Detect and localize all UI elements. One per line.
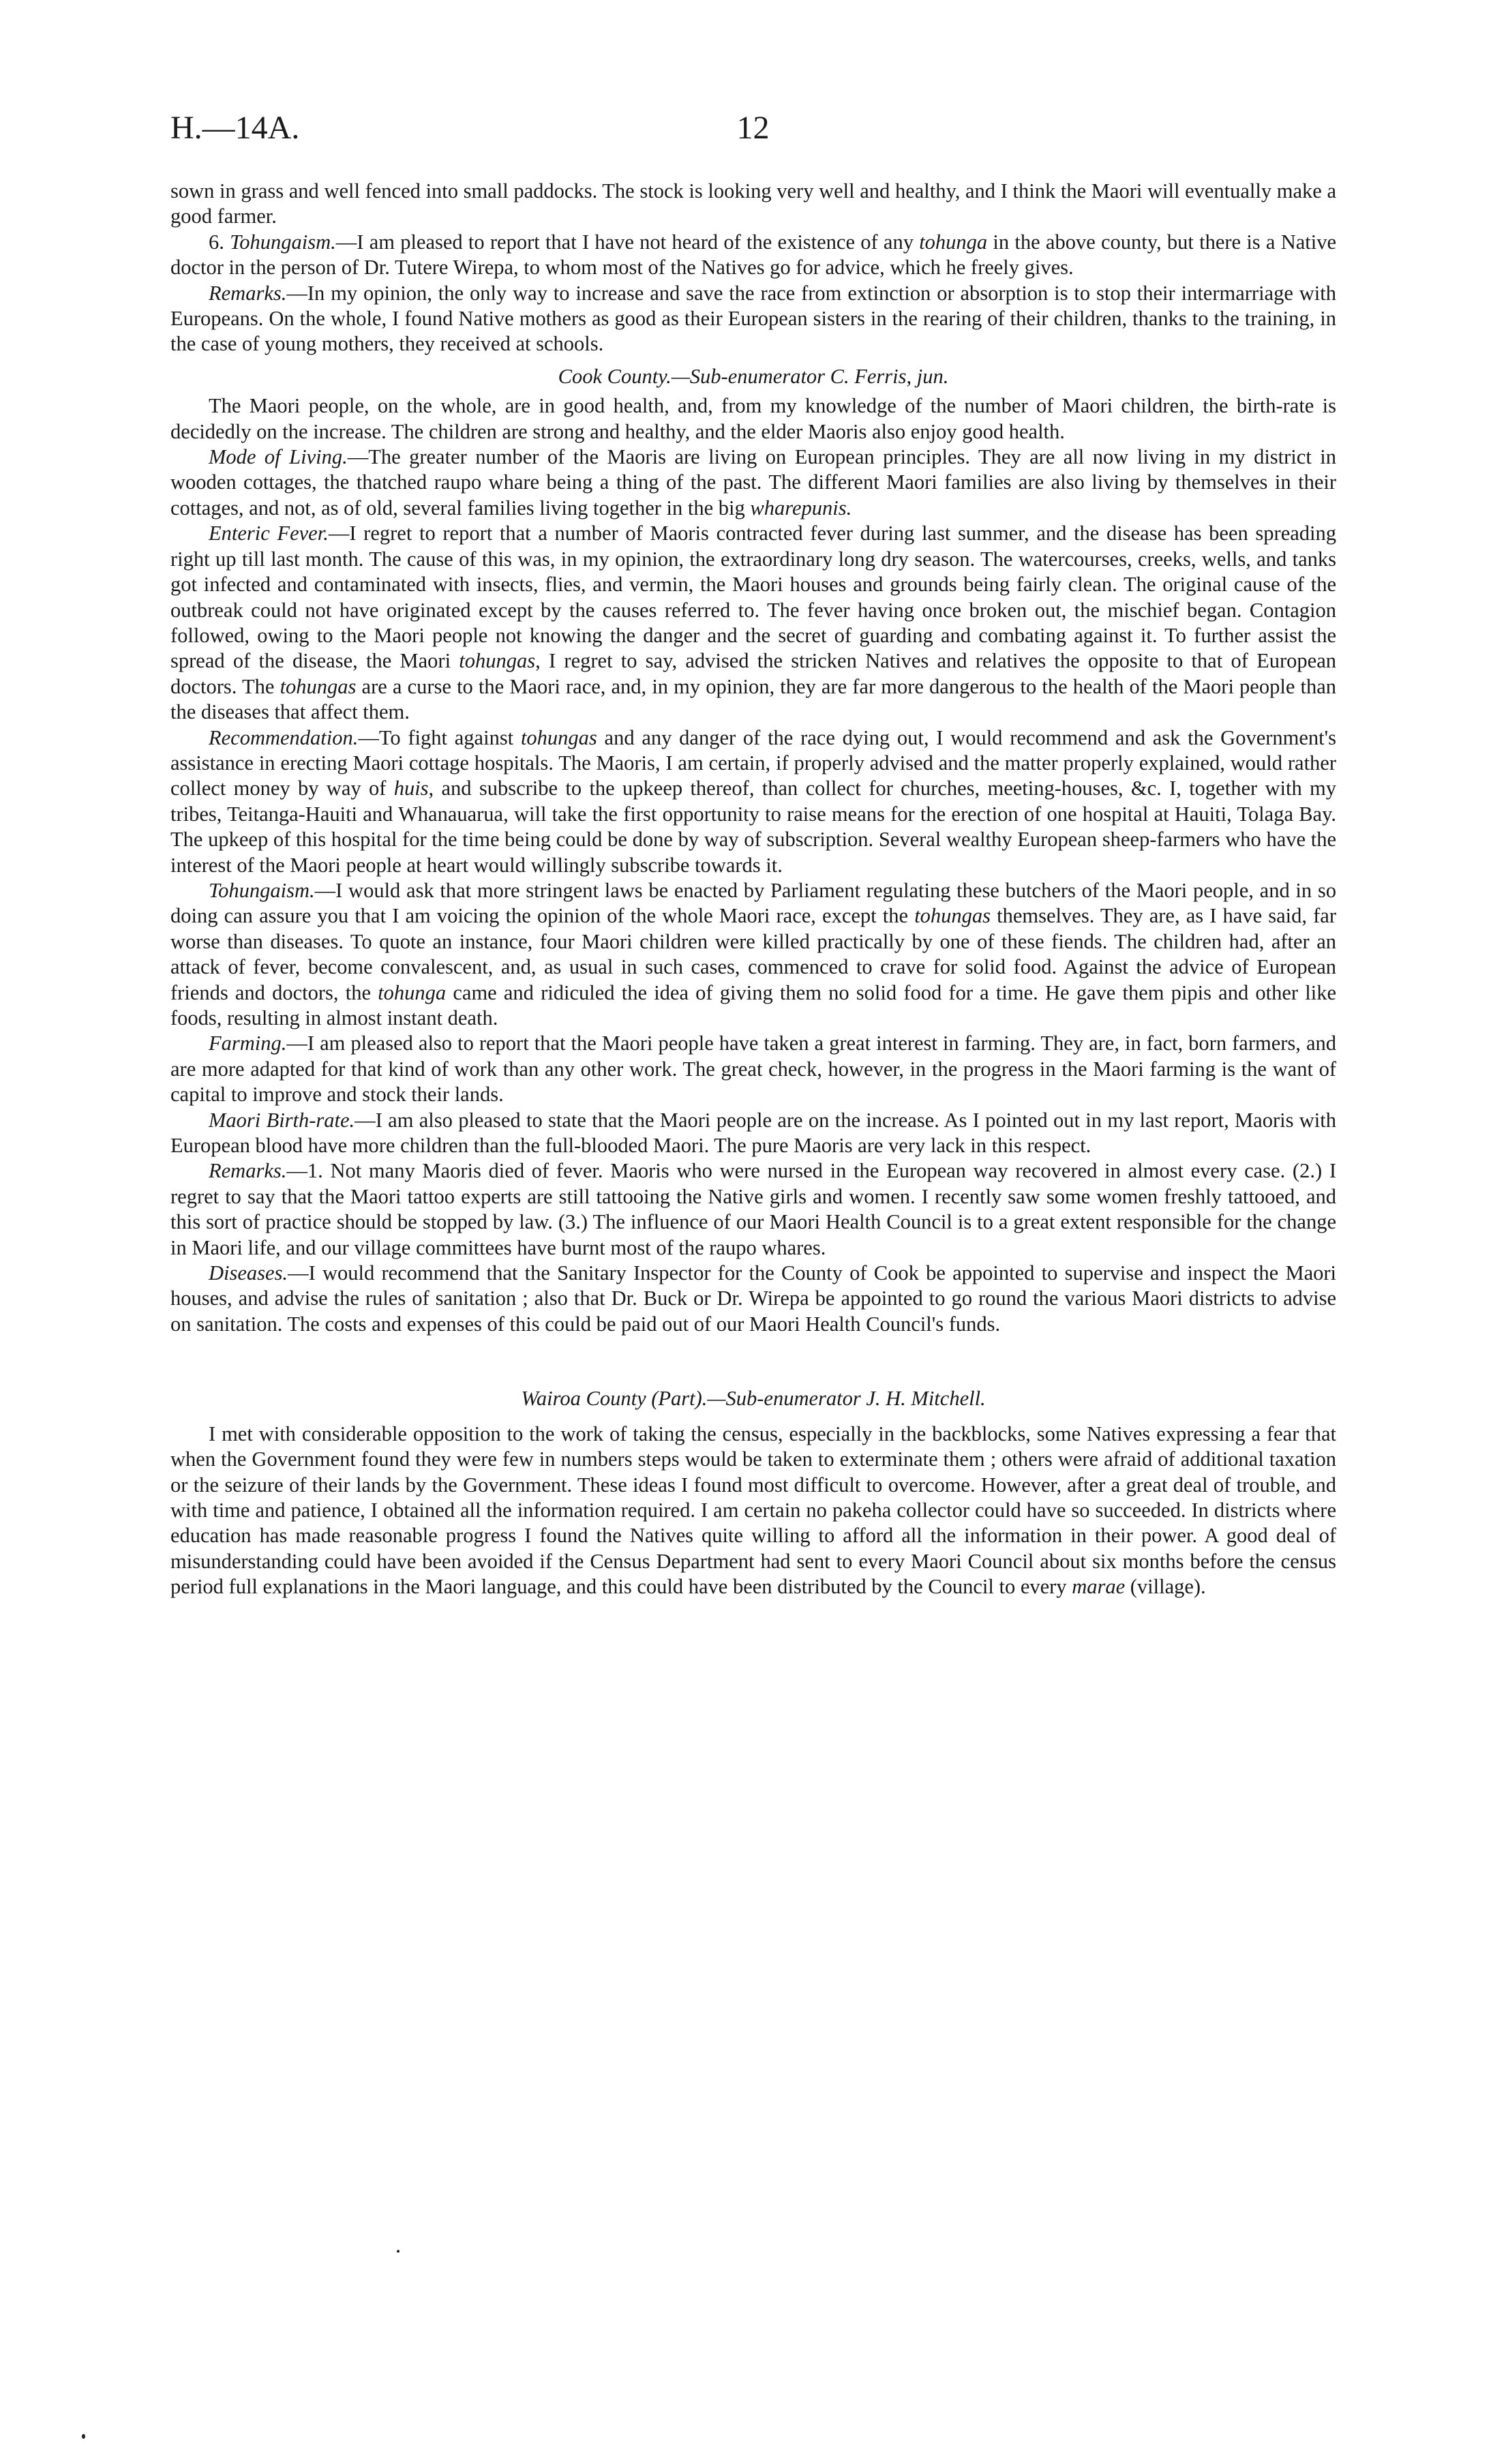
paragraph <box>170 521 1336 725</box>
paragraph <box>170 1031 1336 1107</box>
paragraph <box>170 725 1336 878</box>
paragraph <box>170 179 1336 230</box>
italic-run: tohungas <box>459 649 536 673</box>
italic-run: tohunga <box>919 230 988 254</box>
text-run: —To fight against <box>358 725 521 749</box>
text-run: (village). <box>1125 1575 1206 1599</box>
text-run: sown in grass and well fenced into small paddocks. The stock is looking very well and healthy, and I think the Maori will eventually make a good farmer. <box>170 179 1336 228</box>
text-run: I met with considerable opposition to the work of taking the census, especially in the backblocks, some Natives expressing a fear that when the Government found they were few in numbers steps would be taken to exterminate them ; others were afraid of additional taxation or the seizure of their lands by the Government. These ideas I found most difficult to overcome. However, after a great deal of trouble, and with time and patience, I obtained all the information required. I am certain no pakeha collector could have so succeeded. In districts where education has made reasonable progress I found the Natives quite willing to afford all the information in their power. A good deal of misunderstanding could have been avoided if the Census Department had sent to every Maori Council about six months before the census period full explanations in the Maori language, and this could have been distributed by the Council to every <box>170 1422 1336 1599</box>
text-run: —I am also pleased to state that the Maori people are on the increase. As I pointed out in my last report, Maoris with European blood have more children than the full-blooded Maori. The pure Maoris are very lack in this respect. <box>170 1108 1336 1158</box>
italic-run: tohunga <box>378 980 447 1004</box>
paragraph <box>170 1108 1336 1159</box>
paragraph <box>170 230 1336 281</box>
text-run: , and subscribe to the upkeep thereof, than collect for churches, meeting-houses, &c. I, together with my tribes, Teitanga-Hauiti and Whanauarua, will take the first opportunity to raise means for the erection of one hospital at Hauiti, Tolaga Bay. The upkeep of this hospital for the time being could be done by way of subscription. Several wealthy European sheep-farmers who have the interest of the Maori people at heart would willingly subscribe towards it. <box>170 777 1337 877</box>
text-run: in the above county, but there is a Native doctor in the person of Dr. Tutere Wirepa, to whom most of the Natives go for advice, which he freely gives. <box>170 230 1336 280</box>
italic-run: Tohungaism. <box>230 230 336 254</box>
italic-run: huis <box>393 777 429 800</box>
text-run: themselves. They are, as I have said, far worse than diseases. To quote an instance, four Maori children were killed practically by one of these fiends. The children had, after an attack of fever, become convalescent, and, as usual in such cases, commenced to crave for solid food. Against the advice of European friends and doctors, the <box>170 904 1336 1004</box>
scan-speck <box>397 2250 400 2253</box>
paragraph <box>170 1261 1336 1337</box>
paragraph <box>170 1158 1336 1261</box>
text-run: —I would recommend that the Sanitary Inspector for the County of Cook be appointed to supervise and inspect the Maori houses, and advise the rules of sanitation ; also that Dr. Buck or Dr. Wirepa be appointed to go round the various Maori districts to advise on sanitation. The costs and expenses of this could be paid out of our Maori Health Council's funds. <box>170 1261 1336 1336</box>
italic-run: Tohungaism. <box>209 878 315 902</box>
text-run: —I am pleased also to report that the Maori people have taken a great interest in farming. They are, in fact, born farmers, and are more adapted for that kind of work than any other work. The great check, however, in the progress in the Maori farming is the want of capital to improve and stock their lands. <box>170 1032 1336 1107</box>
scan-speck <box>82 2434 85 2439</box>
italic-run: Diseases. <box>209 1261 288 1285</box>
text-run: —The greater number of the Maoris are living on European principles. They are all now living in my district in wooden cottages, the thatched raupo whare being a thing of the past. The different Maori families are also living by themselves in their cottages, and not, as of old, several families living together in the big <box>170 445 1336 520</box>
italic-run: tohungas <box>914 904 991 928</box>
italic-run: Maori Birth-rate. <box>209 1108 355 1132</box>
text-run: and any danger of the race dying out, I would recommend and ask the Government's assistance in erecting Maori cottage hospitals. The Maoris, I am certain, if properly advised and the matter properly explained, would rather collect money by way of <box>170 725 1337 800</box>
italic-run: Mode of Living. <box>209 445 348 469</box>
italic-run: Remarks. <box>209 281 287 305</box>
italic-run: Farming. <box>209 1032 287 1055</box>
italic-run: marae <box>1072 1575 1126 1599</box>
text-run: —I would ask that more stringent laws be enacted by Parliament regulating these butchers of the Maori people, and in so doing can assure you that I am voicing the opinion of the whole Maori race, except the <box>170 878 1336 928</box>
document-body <box>170 179 1336 1600</box>
italic-run: Enteric Fever. <box>209 522 329 545</box>
text-run: came and ridiculed the idea of giving them no solid food for a time. He gave them pipis and other like foods, resulting in almost instant death. <box>170 980 1336 1030</box>
text-run: The Maori people, on the whole, are in good health, and, from my knowledge of the number of Maori children, the birth-rate is decidedly on the increase. The children are strong and healthy, and the elder Maoris also enjoy good health. <box>170 394 1336 443</box>
text-run: are a curse to the Maori race, and, in my opinion, they are far more dangerous to the health of the Maori people than the diseases that affect them. <box>170 674 1337 724</box>
document-code: H.—14A. <box>170 110 300 146</box>
text-run: —I regret to report that a number of Maoris contracted fever during last summer, and the disease has been spreading right up till last month. The cause of this was, in my opinion, the extraordinary long dry season. The watercourses, creeks, wells, and tanks got infected and contaminated with insects, flies, and vermin, the Maori houses and grounds being fairly clean. The original cause of the outbreak could not have originated except by the causes referred to. The fever having once broken out, the mischief began. Contagion followed, owing to the Maori people not knowing the danger and the secret of guarding and combating against it. To further assist the spread of the disease, the Maori <box>170 522 1336 673</box>
page-header <box>170 109 1336 157</box>
page-number: 12 <box>736 110 770 146</box>
paragraph <box>170 1422 1336 1600</box>
paragraph <box>170 445 1336 521</box>
italic-run: tohungas <box>520 725 597 749</box>
section-heading: Cook County.—Sub-enumerator C. Ferris, jun. <box>558 364 949 388</box>
italic-run: tohungas <box>280 674 357 698</box>
text-run: —I am pleased to report that I have not heard of the existence of any <box>335 230 920 254</box>
text-run: 6. <box>209 230 230 254</box>
text-run: , I regret to say, advised the stricken Natives and relatives the opposite to that of European doctors. The <box>170 649 1336 698</box>
italic-run: wharepunis. <box>750 496 852 520</box>
paragraph <box>170 393 1336 445</box>
paragraph <box>170 878 1336 1031</box>
paragraph <box>170 281 1336 357</box>
text-run: —In my opinion, the only way to increase and save the race from extinction or absorption is to stop their intermarriage with Europeans. On the whole, I found Native mothers as good as their European sisters in the rearing of their children, thanks to the training, in the case of young mothers, they received at schools. <box>170 281 1336 356</box>
italic-run: Remarks. <box>209 1159 287 1183</box>
italic-run: Recommendation. <box>209 725 359 749</box>
text-run: —1. Not many Maoris died of fever. Maoris who were nursed in the European way recovered in almost every case. (2.) I regret to say that the Maori tattoo experts are still tattooing the Native girls and women. I recently saw some women freshly tattooed, and this sort of practice should be stopped by law. (3.) The influence of our Maori Health Council is to a great extent responsible for the change in Maori life, and our village committees have burnt most of the raupo whares. <box>170 1159 1336 1259</box>
section-heading: Wairoa County (Part).—Sub-enumerator J. H. Mitchell. <box>521 1387 986 1411</box>
